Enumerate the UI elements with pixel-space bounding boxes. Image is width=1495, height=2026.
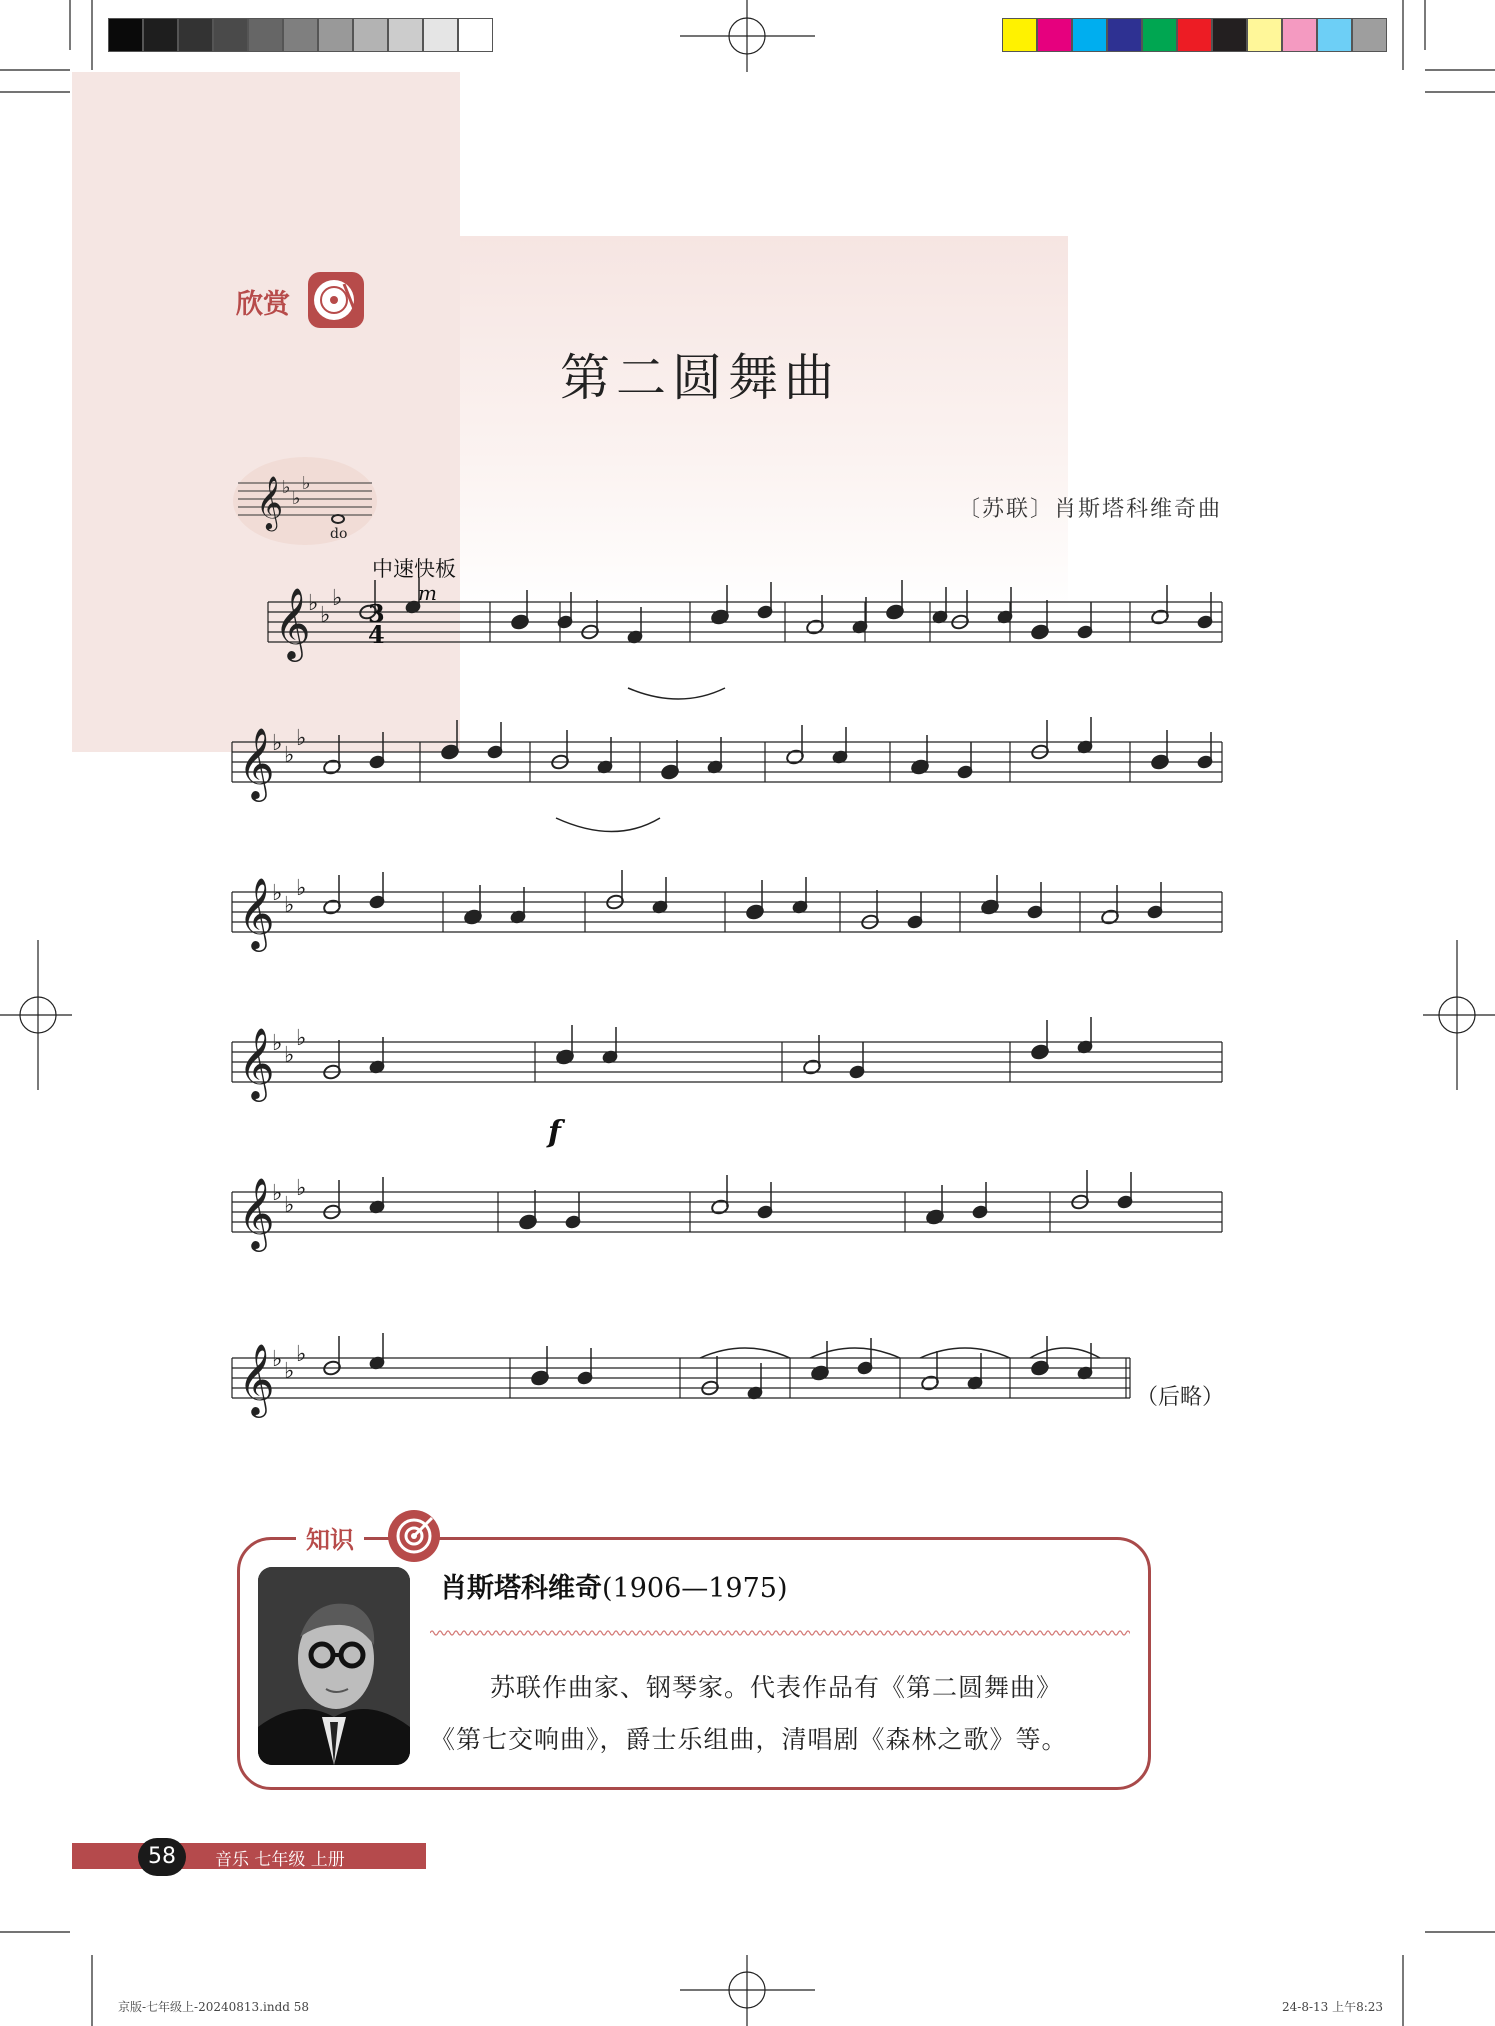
gray-swatch xyxy=(143,18,178,52)
time-signature-top: 3 xyxy=(368,599,385,628)
treble-clef: 𝄞 xyxy=(238,1342,275,1415)
tie xyxy=(1030,1348,1100,1358)
gray-swatch xyxy=(458,18,493,52)
color-swatch xyxy=(1107,18,1142,52)
flat-sign: ♭ xyxy=(308,591,319,616)
color-swatch xyxy=(1247,18,1282,52)
color-swatch xyxy=(1282,18,1317,52)
color-swatch xyxy=(1352,18,1387,52)
wavy-divider xyxy=(430,1628,1130,1638)
svg-text:♭: ♭ xyxy=(282,477,291,498)
svg-text:♭: ♭ xyxy=(302,473,311,494)
flat-sign: ♭ xyxy=(284,1359,295,1384)
dynamic-forte: f xyxy=(548,1115,561,1150)
color-swatch xyxy=(1002,18,1037,52)
tie xyxy=(810,1348,900,1358)
knowledge-text-line1: 苏联作曲家、钢琴家。代表作品有《第二圆舞曲》 xyxy=(490,1673,1063,1702)
print-slug-file: 京版-七年级上-20240813.indd 58 xyxy=(118,2000,310,2014)
flat-sign: ♭ xyxy=(284,743,295,768)
composer-name: 肖斯塔科维奇 xyxy=(440,1573,602,1604)
knowledge-text-line2: 《第七交响曲》，爵士乐组曲，清唱剧《森林之歌》等。 xyxy=(430,1725,1068,1754)
treble-clef: 𝄞 xyxy=(274,586,311,659)
flat-sign: ♭ xyxy=(320,603,331,628)
knowledge-label-text: 知识 xyxy=(306,1526,354,1554)
treble-clef: 𝄞 xyxy=(238,876,275,949)
treble-clef: 𝄞 xyxy=(238,1176,275,1249)
flat-sign: ♭ xyxy=(296,1342,307,1367)
treble-clef: 𝄞 xyxy=(238,726,275,799)
gray-swatch xyxy=(423,18,458,52)
knowledge-label xyxy=(296,1520,364,1555)
flat-sign: ♭ xyxy=(272,1031,283,1056)
dynamic-marking: m xyxy=(418,581,437,605)
flat-sign: ♭ xyxy=(272,1347,283,1372)
tempo-marking: 中速快板 xyxy=(372,557,456,581)
tie xyxy=(700,1348,790,1358)
flat-sign: ♭ xyxy=(272,1181,283,1206)
composer-portrait xyxy=(258,1567,410,1765)
svg-text:do: do xyxy=(330,526,348,542)
color-swatch xyxy=(1212,18,1247,52)
page-number: 58 xyxy=(138,1838,186,1876)
flat-sign: ♭ xyxy=(296,876,307,901)
ending-note: （后略） xyxy=(1136,1385,1225,1410)
section-label: 欣赏 xyxy=(236,289,290,320)
flat-sign: ♭ xyxy=(296,726,307,751)
color-swatch xyxy=(1072,18,1107,52)
color-swatch xyxy=(1037,18,1072,52)
page-title: 第二圆舞曲 xyxy=(560,349,840,407)
gray-swatch xyxy=(388,18,423,52)
svg-text:𝄞: 𝄞 xyxy=(256,475,284,529)
composer-years: (1906—1975) xyxy=(602,1573,788,1604)
tie xyxy=(920,1348,1010,1358)
svg-text:♭: ♭ xyxy=(292,488,301,509)
composer-credit: 〔苏联〕肖斯塔科维奇曲 xyxy=(958,497,1223,522)
gray-swatch xyxy=(108,18,143,52)
flat-sign: ♭ xyxy=(272,881,283,906)
flat-sign: ♭ xyxy=(284,1043,295,1068)
gray-swatch xyxy=(353,18,388,52)
gray-swatch xyxy=(283,18,318,52)
color-swatch xyxy=(1317,18,1352,52)
tie xyxy=(556,818,660,832)
color-swatch xyxy=(1142,18,1177,52)
time-signature-bottom: 4 xyxy=(368,620,385,649)
print-slug-date: 24-8-13 上午8:23 xyxy=(1282,2000,1384,2014)
knowledge-title xyxy=(440,1566,788,1605)
book-title: 音乐 七年级 上册 xyxy=(215,1850,345,1870)
flat-sign: ♭ xyxy=(296,1026,307,1051)
gray-swatch xyxy=(248,18,283,52)
gray-swatch xyxy=(178,18,213,52)
flat-sign: ♭ xyxy=(272,731,283,756)
gray-swatch xyxy=(318,18,353,52)
flat-sign: ♭ xyxy=(332,586,343,611)
flat-sign: ♭ xyxy=(296,1176,307,1201)
color-swatch xyxy=(1177,18,1212,52)
treble-clef: 𝄞 xyxy=(238,1026,275,1099)
flat-sign: ♭ xyxy=(284,1193,295,1218)
tie xyxy=(628,688,725,699)
target-icon xyxy=(386,1508,442,1564)
gray-swatch xyxy=(213,18,248,52)
flat-sign: ♭ xyxy=(284,893,295,918)
